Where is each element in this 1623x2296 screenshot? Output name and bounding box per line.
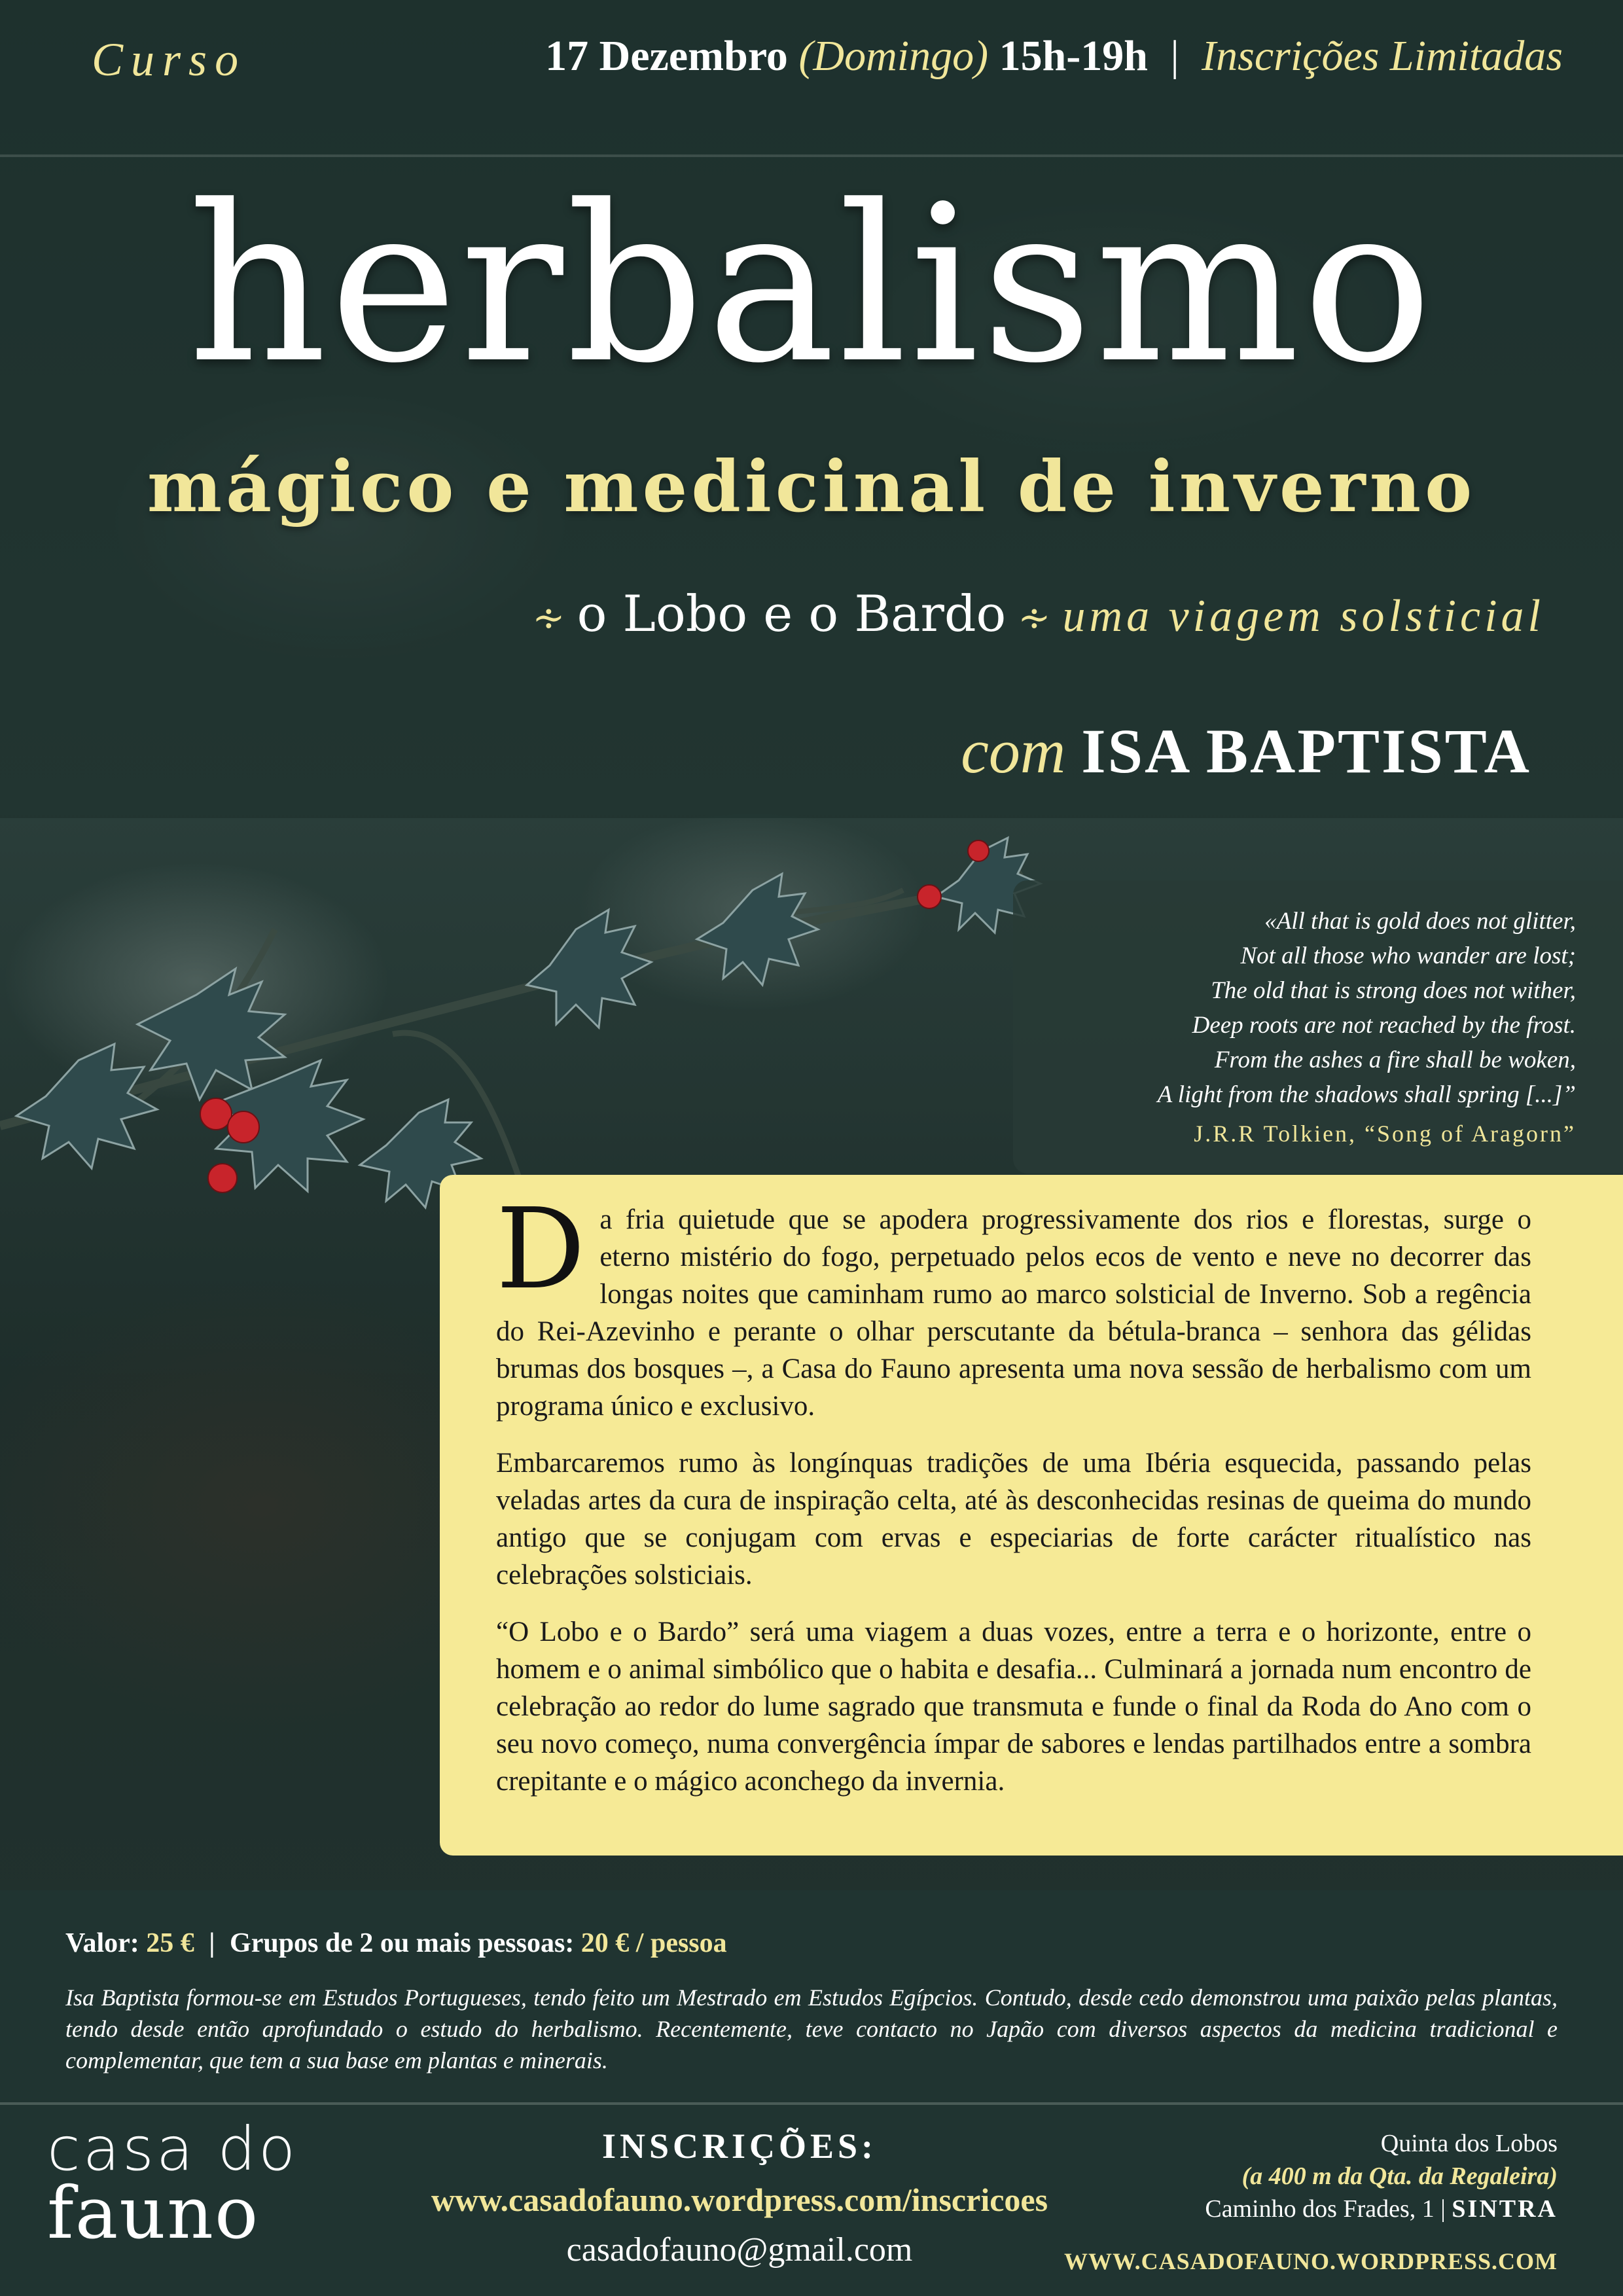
quote-line: Deep roots are not reached by the frost. — [1192, 1012, 1576, 1039]
footer-divider — [0, 2102, 1623, 2105]
quote-line: A light from the shadows shall spring [...]” — [1157, 1081, 1576, 1108]
registration-link[interactable]: www.casadofauno.wordpress.com/inscricoes — [431, 2181, 1048, 2218]
bullet-ornament-icon: ∻ — [1018, 596, 1051, 639]
address-note: (a 400 m da Qta. da Regaleira) — [1241, 2162, 1558, 2190]
logo-line: fauno — [47, 2171, 260, 2255]
event-weekday: (Domingo) — [798, 32, 989, 80]
quote-line: Not all those who wander are lost; — [1240, 942, 1576, 969]
presenter — [961, 716, 1531, 786]
bullet-ornament-icon: ∻ — [532, 596, 565, 639]
quote-line: The old that is strong does not wither, — [1211, 977, 1576, 1004]
subtitle: mágico e medicinal de inverno — [147, 446, 1476, 528]
description-panel — [440, 1175, 1623, 1856]
registration-heading: INSCRIÇÕES: — [601, 2126, 878, 2166]
quote-line: «All that is gold does not glitter, — [1264, 908, 1576, 935]
presenter-bio: Isa Baptista formou-se em Estudos Portugueses, tendo feito um Mestrado em Estudos Egípcios. Contudo, desde cedo demonstrou uma paixão pelas plantas, tendo desde então aprofundado o estudo do herbalismo. Recentemente, teve contacto no Japão com diversos aspectos da medicina tradicional e complementar, que tem a sua base em plantas e minerais. — [65, 1984, 1558, 2073]
registration — [353, 2126, 1126, 2269]
main-title: herbalismo — [188, 159, 1435, 410]
paragraph-text: a fria quietude que se apodera progressivamente dos rios e florestas, surge o eterno mistério do fogo, perpetuado pelos ecos de vento e neve no decorrer das longas noites que caminham rumo ao marco solsticial de Inverno. Sob a regência do Rei-Azevinho e perante o olhar perscutante da bétula-branca – senhora das gélidas brumas dos bosques –, a Casa do Fauno apresenta uma nova sessão de herbalismo com um programa único e exclusivo. — [496, 1204, 1531, 1422]
presenter-prefix: com — [961, 716, 1066, 786]
quote-attribution: J.R.R Tolkien, “Song of Aragorn” — [1194, 1121, 1576, 1147]
pricing — [65, 1928, 727, 1959]
price-label: Valor: — [65, 1928, 139, 1958]
tagline-journey: uma viagem solsticial — [1062, 591, 1544, 641]
header-divider — [0, 154, 1623, 157]
description-paragraph: “O Lobo e o Bardo” será uma viagem a duas vozes, entre a terra e o horizonte, entre o homem e o animal simbólico que o habita e desafia... Culminará a jornada num encontro de celebração ao redor do lume sagrado que transmuta e funde o final da Roda do Ano com o seu novo começo, numa convergência ímpar de sabores e lendas partilhados entre a sombra crepitante e o mágico aconchego da invernia. — [496, 1617, 1531, 1797]
group-price-label: Grupos de 2 ou mais pessoas: — [230, 1928, 575, 1958]
course-label: Curso — [92, 33, 247, 86]
address-street: Caminho dos Frades, 1 — [1205, 2195, 1435, 2223]
event-time: 15h-19h — [999, 32, 1148, 80]
event-date: 17 Dezembro — [545, 32, 788, 80]
event-dateline — [545, 31, 1563, 81]
registration-email[interactable]: casadofauno@gmail.com — [566, 2231, 913, 2269]
address-separator: | — [1440, 2195, 1446, 2223]
tagline-wolf-bard: o Lobo e o Bardo — [577, 584, 1007, 643]
group-price-value: 20 € / pessoa — [580, 1928, 727, 1958]
address-city: SINTRA — [1452, 2195, 1558, 2223]
logo-line: casa do — [47, 2114, 298, 2184]
tagline — [520, 584, 1544, 643]
dateline-separator: | — [1170, 32, 1179, 80]
presenter-name: ISA BAPTISTA — [1081, 716, 1531, 786]
drop-cap: D — [496, 1185, 586, 1314]
limited-registration-note: Inscrições Limitadas — [1202, 32, 1563, 80]
price-value: 25 € — [146, 1928, 194, 1958]
description-paragraph — [496, 1185, 1531, 1425]
website-link[interactable]: WWW.CASADOFAUNO.WORDPRESS.COM — [1063, 2248, 1558, 2274]
price-separator: | — [209, 1928, 215, 1958]
address-place: Quinta dos Lobos — [1380, 2130, 1558, 2157]
quote-box — [1013, 880, 1623, 1174]
description-paragraph: Embarcaremos rumo às longínquas tradições de uma Ibéria esquecida, passando pelas veladas artes da cura de inspiração celta, até às desconhecidas resinas de queima do mundo antigo que se conjugam com ervas e especiarias de forte carácter ritualístico nas celebrações solsticiais. — [496, 1448, 1531, 1590]
address — [1064, 2127, 1558, 2278]
casa-do-fauno-logo — [47, 2114, 322, 2255]
quote-line: From the ashes a fire shall be woken, — [1214, 1047, 1576, 1073]
